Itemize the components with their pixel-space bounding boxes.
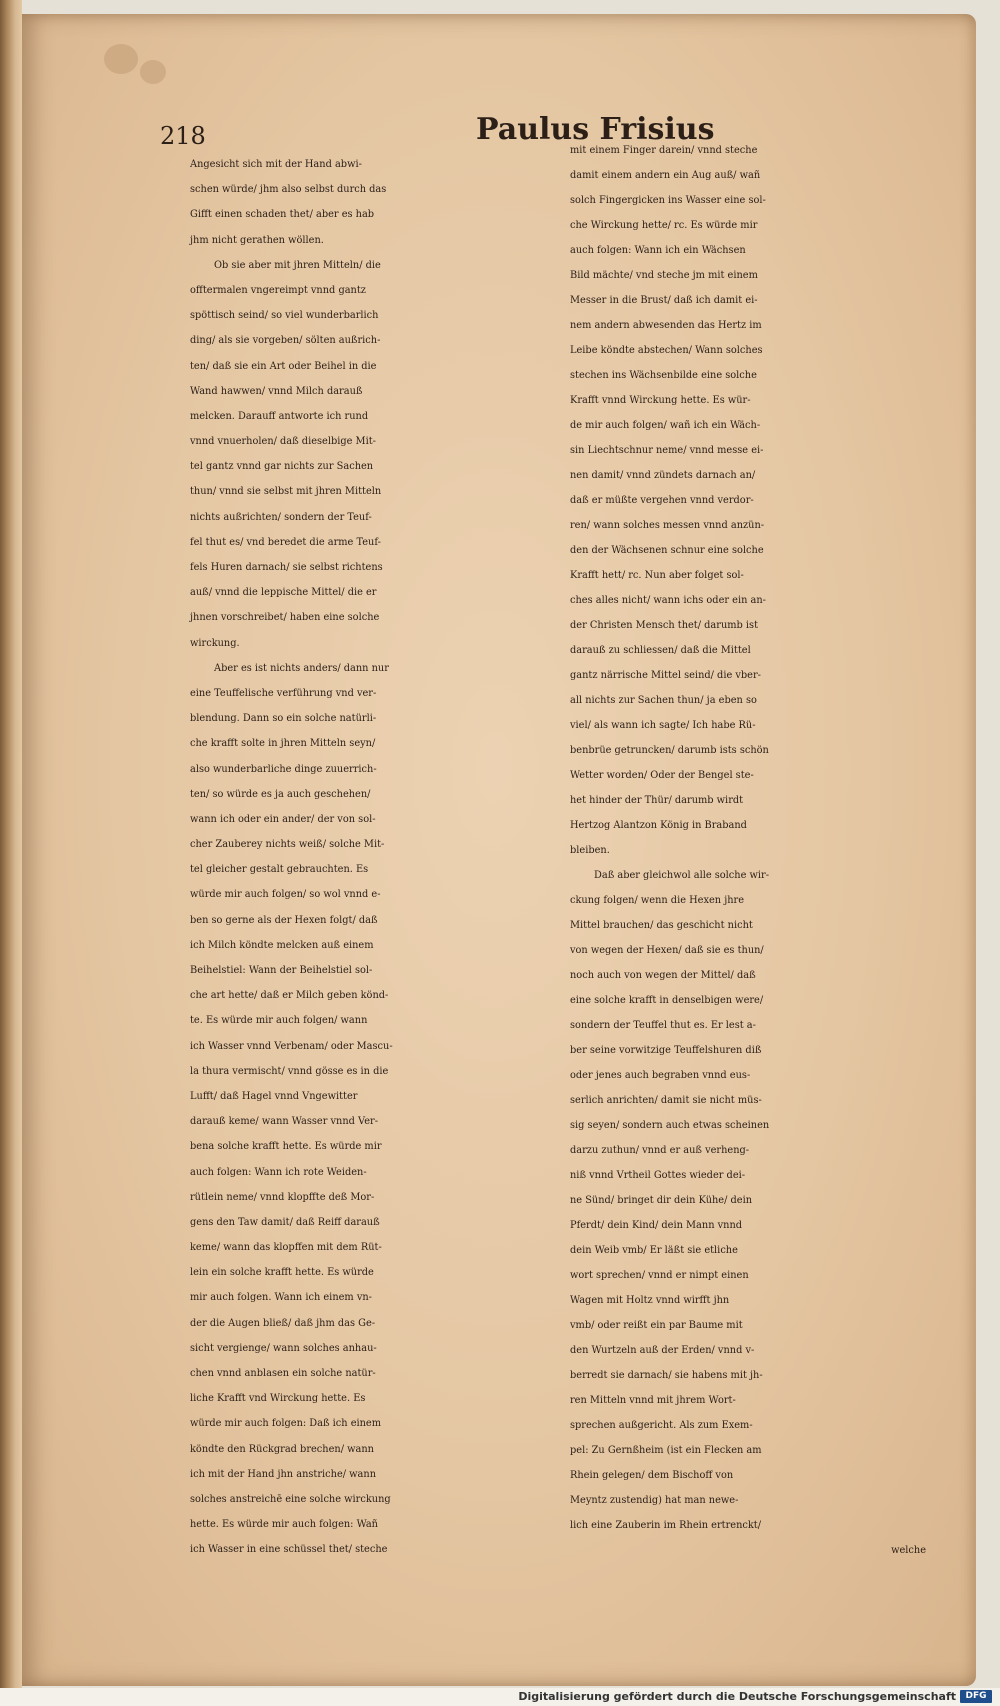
text-line: Hertzog Alantzon König in Braband xyxy=(570,820,747,831)
text-line: Rhein gelegen/ dem Bischoff von xyxy=(570,1470,734,1481)
text-line: rütlein neme/ vnnd klopffte deß Mor- xyxy=(190,1191,375,1203)
text-line: nichts außrichten/ sondern der Teuf- xyxy=(190,511,372,523)
text-line: ckung folgen/ wenn die Hexen jhre xyxy=(570,895,745,906)
text-column-right xyxy=(570,138,932,1563)
text-line: Bild mächte/ vnd steche jm mit einem xyxy=(570,270,758,281)
text-line: daß er müßte vergehen vnnd verdor- xyxy=(570,495,754,506)
text-line: spöttisch seind/ so viel wunderbarlich xyxy=(190,310,379,322)
text-line: fel thut es/ vnd beredet die arme Teuf- xyxy=(190,536,381,548)
text-line: der Christen Mensch thet/ darumb ist xyxy=(570,620,759,631)
text-line: ich Wasser in eine schüssel thet/ steche xyxy=(190,1544,388,1556)
text-line: ding/ als sie vorgeben/ sölten außrich- xyxy=(190,335,381,347)
text-line: niß vnnd Vrtheil Gottes wieder dei- xyxy=(570,1170,746,1181)
text-line: sig seyen/ sondern auch etwas scheinen xyxy=(570,1120,770,1131)
text-line: Wand hawwen/ vnnd Milch darauß xyxy=(190,385,363,397)
text-line: vmb/ oder reißt ein par Baume mit xyxy=(570,1320,743,1331)
text-line: Krafft hett/ rc. Nun aber folget sol- xyxy=(570,570,744,581)
text-line: der die Augen bließ/ daß jhm das Ge- xyxy=(190,1317,376,1329)
text-line: che Wirckung hette/ rc. Es würde mir xyxy=(570,220,758,231)
text-line: berredt sie darnach/ sie habens mit jh- xyxy=(570,1370,763,1381)
page-number: 218 xyxy=(160,122,206,150)
text-line: bleiben. xyxy=(570,845,610,856)
text-line: darauß zu schliessen/ daß die Mittel xyxy=(570,645,751,656)
text-line: wann ich oder ein ander/ der von sol- xyxy=(190,813,376,825)
funding-notice: Digitalisierung gefördert durch die Deutsche Forschungsgemeinschaft xyxy=(518,1690,956,1703)
text-line: liche Krafft vnd Wirckung hette. Es xyxy=(190,1393,366,1405)
text-line: serlich anrichten/ damit sie nicht müs- xyxy=(570,1095,762,1106)
text-line: viel/ als wann ich sagte/ Ich habe Rü- xyxy=(570,720,756,731)
text-line: che art hette/ daß er Milch geben könd- xyxy=(190,990,389,1002)
text-line: blendung. Dann so ein solche natürli- xyxy=(190,713,377,725)
footer-bar xyxy=(0,1688,1000,1706)
text-line: lein ein solche krafft hette. Es würde xyxy=(190,1267,374,1279)
text-line: köndte den Rückgrad brechen/ wann xyxy=(190,1443,374,1455)
text-line: ber seine vorwitzige Teuffelshuren diß xyxy=(570,1045,762,1056)
text-line: ne Sünd/ bringet dir dein Kühe/ dein xyxy=(570,1195,753,1206)
book-binding-edge xyxy=(0,0,22,1688)
text-line: wirckung. xyxy=(190,637,240,649)
stain-spot xyxy=(104,44,138,74)
text-line: lich eine Zauberin im Rhein ertrenckt/ xyxy=(570,1520,762,1531)
text-line: den Wurtzeln auß der Erden/ vnnd v- xyxy=(570,1345,755,1356)
text-line: offtermalen vngereimpt vnnd gantz xyxy=(190,284,366,296)
text-line: noch auch von wegen der Mittel/ daß xyxy=(570,970,756,981)
text-line: den der Wächsenen schnur eine solche xyxy=(570,545,764,556)
text-line: ich Wasser vnnd Verbenam/ oder Mascu- xyxy=(190,1040,393,1052)
text-line: solch Fingergicken ins Wasser eine sol- xyxy=(570,195,766,206)
text-line: Lufft/ daß Hagel vnnd Vngewitter xyxy=(190,1090,358,1102)
text-line: keme/ wann das klopffen mit dem Rüt- xyxy=(190,1242,382,1254)
text-line: oder jenes auch begraben vnnd eus- xyxy=(570,1070,751,1081)
text-line: damit einem andern ein Aug auß/ wañ xyxy=(570,170,761,181)
text-line: nen damit/ vnnd zündets darnach an/ xyxy=(570,470,756,481)
text-line: Angesicht sich mit der Hand abwi- xyxy=(190,159,362,170)
text-line: Pferdt/ dein Kind/ dein Mann vnnd xyxy=(570,1220,743,1231)
text-line: gantz närrische Mittel seind/ die vber- xyxy=(570,670,761,681)
text-line: de mir auch folgen/ wañ ich ein Wäch- xyxy=(570,420,761,431)
text-line: gens den Taw damit/ daß Reiff darauß xyxy=(190,1216,380,1228)
text-line: schen würde/ jhm also selbst durch das xyxy=(190,184,387,196)
text-line: vnnd vnuerholen/ daß dieselbige Mit- xyxy=(190,436,376,448)
text-line: che krafft solte in jhren Mitteln seyn/ xyxy=(190,738,376,750)
text-line: Meyntz zustendig) hat man newe- xyxy=(570,1495,739,1506)
text-line: sprechen außgericht. Als zum Exem- xyxy=(570,1420,753,1431)
text-line: stechen ins Wächsenbilde eine solche xyxy=(570,370,757,381)
text-line: Wetter worden/ Oder der Bengel ste- xyxy=(570,770,754,781)
text-line: von wegen der Hexen/ daß sie es thun/ xyxy=(570,945,764,956)
text-line: mit einem Finger darein/ vnnd steche xyxy=(570,145,758,156)
text-line: Krafft vnnd Wirckung hette. Es wür- xyxy=(570,395,751,406)
text-line: te. Es würde mir auch folgen/ wann xyxy=(190,1015,368,1027)
text-line: ben so gerne als der Hexen folgt/ daß xyxy=(190,914,378,926)
text-line: Mittel brauchen/ das geschicht nicht xyxy=(570,920,753,931)
text-line: Wagen mit Holtz vnnd wirfft jhn xyxy=(570,1295,730,1306)
text-line: jhnen vorschreibet/ haben eine solche xyxy=(190,612,380,624)
text-line: mir auch folgen. Wann ich einem vn- xyxy=(190,1292,372,1304)
text-line: Aber es ist nichts anders/ dann nur xyxy=(214,662,389,674)
text-line: Messer in die Brust/ daß ich damit ei- xyxy=(570,295,758,306)
text-line: eine solche krafft in denselbigen were/ xyxy=(570,995,764,1006)
text-line: fels Huren darnach/ sie selbst richtens xyxy=(190,562,383,573)
running-head: Paulus Frisius xyxy=(476,112,715,147)
dfg-logo: DFG xyxy=(960,1690,992,1703)
text-line: würde mir auch folgen: Daß ich einem xyxy=(190,1418,382,1430)
text-line: sondern der Teuffel thut es. Er lest a- xyxy=(570,1020,756,1031)
catchword: welche xyxy=(891,1545,926,1556)
text-line: nem andern abwesenden das Hertz im xyxy=(570,320,762,331)
text-line: benbrüe getruncken/ darumb ists schön xyxy=(570,745,769,756)
text-line: thun/ vnnd sie selbst mit jhren Mitteln xyxy=(190,486,382,498)
text-line: darauß keme/ wann Wasser vnnd Ver- xyxy=(190,1116,379,1128)
text-line: ren/ wann solches messen vnnd anzün- xyxy=(570,520,765,531)
text-line: solches anstreichē eine solche wirckung xyxy=(190,1493,391,1505)
text-line: sin Liechtschnur neme/ vnnd messe ei- xyxy=(570,445,764,456)
text-line: auch folgen: Wann ich ein Wächsen xyxy=(570,245,746,256)
text-column-left xyxy=(190,152,562,1563)
text-line: Leibe köndte abstechen/ Wann solches xyxy=(570,345,763,356)
text-line: pel: Zu Gernßheim (ist ein Flecken am xyxy=(570,1445,762,1456)
text-line: also wunderbarliche dinge zuuerrich- xyxy=(190,763,377,775)
text-line: melcken. Darauff antworte ich rund xyxy=(190,410,369,422)
text-line: Ob sie aber mit jhren Mitteln/ die xyxy=(214,259,381,271)
text-line: darzu zuthun/ vnnd er auß verheng- xyxy=(570,1145,750,1156)
text-line: dein Weib vmb/ Er läßt sie etliche xyxy=(570,1245,738,1256)
text-line: la thura vermischt/ vnnd gösse es in die xyxy=(190,1065,389,1077)
text-line: bena solche krafft hette. Es würde mir xyxy=(190,1141,382,1153)
text-line: hette. Es würde mir auch folgen: Wañ xyxy=(190,1519,378,1531)
text-line: auch folgen: Wann ich rote Weiden- xyxy=(190,1166,367,1178)
text-line: ten/ so würde es ja auch geschehen/ xyxy=(190,788,371,800)
text-line: chen vnnd anblasen ein solche natür- xyxy=(190,1368,376,1379)
text-line: tel gleicher gestalt gebrauchten. Es xyxy=(190,864,369,876)
text-line: ich mit der Hand jhn anstriche/ wann xyxy=(190,1468,377,1480)
text-line: ich Milch köndte melcken auß einem xyxy=(190,939,374,951)
text-line: sicht vergienge/ wann solches anhau- xyxy=(190,1342,377,1354)
text-line: eine Teuffelische verführung vnd ver- xyxy=(190,687,377,699)
text-line: Daß aber gleichwol alle solche wir- xyxy=(594,870,770,881)
text-line: tel gantz vnnd gar nichts zur Sachen xyxy=(190,461,374,473)
text-line: auß/ vnnd die leppische Mittel/ die er xyxy=(190,587,377,599)
text-line: cher Zauberey nichts weiß/ solche Mit- xyxy=(190,839,385,851)
text-line: all nichts zur Sachen thun/ ja eben so xyxy=(570,695,757,706)
text-line: ren Mitteln vnnd mit jhrem Wort- xyxy=(570,1395,736,1406)
text-line: wort sprechen/ vnnd er nimpt einen xyxy=(570,1270,749,1281)
text-line: Beihelstiel: Wann der Beihelstiel sol- xyxy=(190,965,373,976)
text-line: jhm nicht gerathen wöllen. xyxy=(190,234,324,246)
text-line: ten/ daß sie ein Art oder Beihel in die xyxy=(190,360,377,372)
text-line: Gifft einen schaden thet/ aber es hab xyxy=(190,209,375,221)
stain-spot xyxy=(140,60,166,84)
text-line: würde mir auch folgen/ so wol vnnd e- xyxy=(190,889,381,901)
text-line: ches alles nicht/ wann ichs oder ein an- xyxy=(570,595,766,606)
text-line: het hinder der Thür/ darumb wirdt xyxy=(570,795,744,806)
